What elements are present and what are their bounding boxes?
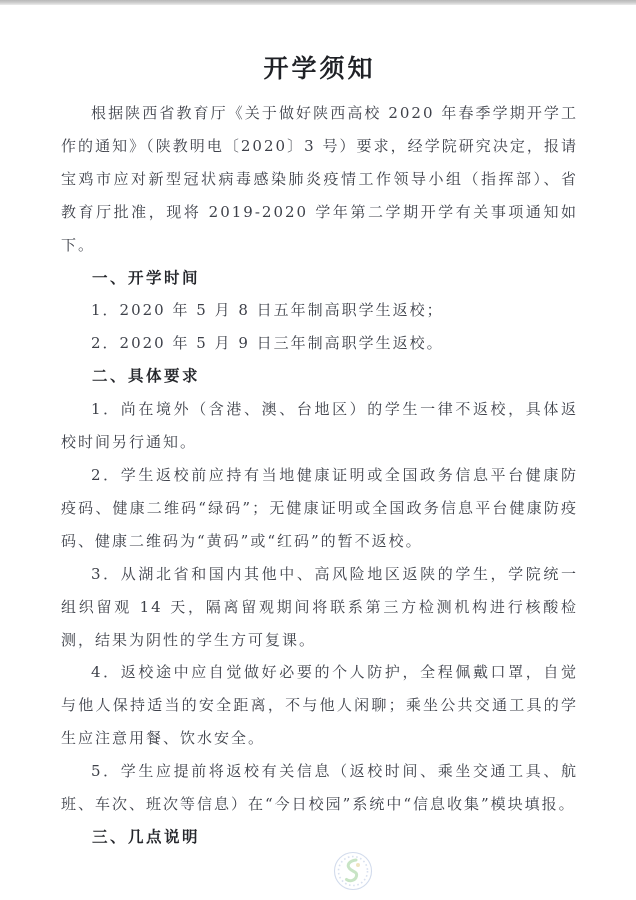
document-content — [61, 50, 578, 854]
seal-figure — [347, 860, 357, 881]
document-title: 开学须知 — [263, 54, 376, 83]
section-heading: 三、几点说明 — [92, 827, 201, 846]
body-paragraph: 3．从湖北省和国内其他中、高风险地区返陕的学生，学院统一组织留观 14 天，隔离留观期间将联系第三方检测机构进行核酸检测，结果为阴性的学生方可复课。 — [61, 564, 578, 649]
body-paragraph: 2．2020 年 5 月 9 日三年制高职学生返校。 — [91, 334, 444, 353]
body-paragraph: 1．尚在境外（含港、澳、台地区）的学生一律不返校，具体返校时间另行通知。 — [61, 400, 578, 452]
section-heading: 一、开学时间 — [92, 268, 201, 287]
body-paragraph: 4．返校途中应自觉做好必要的个人防护，全程佩戴口罩，自觉与他人保持适当的安全距离，不与他人闲聊；乘坐公共交通工具的学生应注意用餐、饮水安全。 — [61, 663, 578, 748]
document-body — [61, 97, 578, 854]
body-paragraph: 1．2020 年 5 月 8 日五年制高职学生返校； — [91, 301, 444, 320]
scan-top-edge — [0, 0, 636, 5]
section-heading: 二、具体要求 — [92, 367, 201, 386]
school-seal-watermark-icon — [331, 849, 375, 893]
body-paragraph: 5．学生应提前将返校有关信息（返校时间、乘坐交通工具、航班、车次、班次等信息）在“今日校园”系统中“信息收集”模块填报。 — [61, 762, 578, 814]
body-paragraph: 根据陕西省教育厅《关于做好陕西高校 2020 年春季学期开学工作的通知》（陕教明电〔2020〕3 号）要求，经学院研究决定，报请宝鸡市应对新型冠状病毒感染肺炎疫情工作领导小组（指挥部）、省教育厅批准，现将 2019-2020 学年第二学期开学有关事项通知如下。 — [61, 104, 578, 254]
seal-accent-dot — [356, 863, 360, 867]
body-paragraph: 2．学生返校前应持有当地健康证明或全国政务信息平台健康防疫码、健康二维码“绿码”；无健康证明或全国政务信息平台健康防疫码、健康二维码为“黄码”或“红码”的暂不返校。 — [61, 465, 578, 550]
